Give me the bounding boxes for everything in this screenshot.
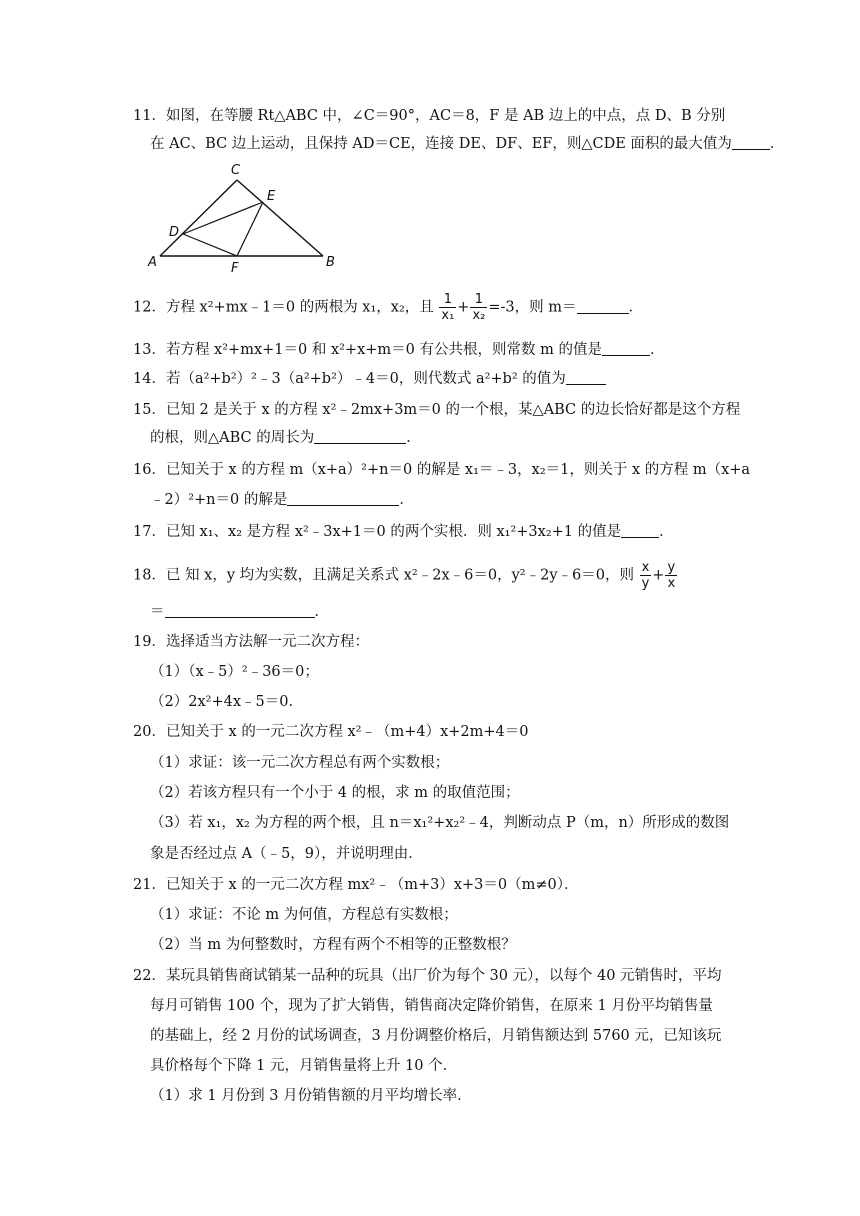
side-cb [237,180,323,256]
question-text: 在 AC、BC 边上运动，且保持 AD＝CE，连接 DE、DF、EF，则△CDE 面积的最大值为 [150,136,732,152]
question-19-part-2: （2）2x²+4x﹣5＝0． [150,694,303,710]
question-text: 若（a²+b²）²﹣3（a²+b²）﹣4＝0，则代数式 a²+b² 的值为 [165,371,566,387]
question-22-line-4: 具价格每个下降 1 元，月销售量将上升 10 个． [150,1058,458,1074]
answer-blank[interactable] [621,523,659,538]
question-text: 已知关于 x 的一元二次方程 x²﹣（m+4）x+2m+4＝0 [165,724,529,740]
punctuation: ． [649,342,665,358]
segment-de [183,202,263,234]
denominator: x₁ [441,308,455,323]
label-a: A [148,255,157,270]
label-f: F [231,261,239,273]
question-14 [133,369,606,389]
question-18-line-1 [133,560,678,591]
label-d: D [169,225,180,240]
question-text: 某玩具销售商试销某一品种的玩具（出厂价为每个 30 元），以每个 40 元销售时，平均 [165,968,722,984]
question-21 [133,875,578,895]
plus-sign: + [652,567,665,584]
question-13 [133,340,664,360]
punctuation: ． [406,430,421,446]
question-19 [133,632,369,652]
numerator: 1 [470,292,487,308]
question-16-line-1 [133,460,750,480]
question-11-line-1 [133,106,725,126]
punctuation: ． [769,136,785,152]
question-number: 14． [133,371,166,387]
side-ac [160,180,237,256]
answer-blank[interactable] [566,370,606,385]
question-text: ﹣2）²+n＝0 的解是 [150,492,288,508]
question-text: 若方程 x²+mx+1＝0 和 x²+x+m＝0 有公共根，则常数 m 的值是 [165,342,602,358]
question-22-line-2: 每月可销售 100 个，现为了扩大销售，销售商决定降价销售，在原来 1 月份平均销售量 [150,998,713,1014]
question-number: 17． [133,524,166,540]
segment-ef [237,202,263,256]
fraction-x-over-y [640,560,652,591]
segment-df [183,234,237,256]
question-text: 已知关于 x 的方程 m（x+a）²+n＝0 的解是 x₁＝﹣3，x₂＝1，则关于 x 的方程 m（x+a [165,462,751,478]
punctuation: ． [659,524,674,540]
answer-blank[interactable] [314,429,406,444]
question-number: 18． [133,567,166,584]
question-number: 12． [133,299,166,316]
punctuation: ． [314,604,329,620]
question-text: 已知 x₁、x₂ 是方程 x²﹣3x+1＝0 的两个实根．则 x₁²+3x₂+1 的值是 [165,524,622,540]
question-text: ＝ [150,604,165,620]
answer-blank[interactable] [165,603,315,618]
question-text: 已知 2 是关于 x 的方程 x²﹣2mx+3m＝0 的一个根，某△ABC 的边长恰好都是这个方程 [165,402,741,418]
punctuation: ． [628,299,643,316]
question-number: 19． [133,634,166,650]
question-21-part-1: （1）求证：不论 m 为何值，方程总有实数根； [150,907,458,923]
question-number: 11． [133,108,166,124]
question-22-part-1: （1）求 1 月份到 3 月份销售额的月平均增长率． [150,1088,472,1104]
question-number: 13． [133,342,166,358]
answer-blank[interactable] [602,341,650,356]
question-text: 如图，在等腰 Rt△ABC 中，∠C＝90°，AC＝8，F 是 AB 边上的中点，点 D、B 分别 [165,108,726,124]
question-20 [133,722,528,742]
question-20-part-2: （2）若该方程只有一个小于 4 的根，求 m 的取值范围； [150,785,520,801]
question-text: 的根，则△ABC 的周长为 [150,430,315,446]
question-15-line-2 [150,428,421,448]
fraction-y-over-x [665,560,677,591]
plus-sign: + [457,299,470,316]
question-12 [133,292,643,323]
numerator: x [641,560,650,575]
question-20-part-1: （1）求证：该一元二次方程总有两个实数根； [150,755,450,771]
question-21-part-2: （2）当 m 为何整数时，方程有两个不相等的正整数根？ [150,937,516,953]
label-c: C [231,163,241,178]
question-22-line-1 [133,966,722,986]
question-text: 已 知 x，y 均为实数，且满足关系式 x²﹣2x﹣6＝0，y²﹣2y﹣6＝0，则 [165,567,634,584]
numerator: 1 [439,292,456,308]
question-22-line-3: 的基础上，经 2 月份的试场调查，3 月份调整价格后，月销售额达到 5760 元，已知该玩 [150,1028,722,1044]
question-text: 方程 x²+mx﹣1＝0 的两根为 x₁，x₂，且 [165,299,434,316]
question-text: =-3，则 m＝ [488,299,577,316]
question-15-line-1 [133,400,740,420]
question-11-line-2 [150,134,784,154]
question-number: 16． [133,462,166,478]
question-20-part-3-line-1: （3）若 x₁，x₂ 为方程的两个根，且 n＝x₁²+x₂²﹣4，判断动点 P（m，n）所形成的数图 [150,815,730,831]
question-text: 已知关于 x 的一元二次方程 mx²﹣（m+3）x+3＝0（m≠0）． [165,877,579,893]
triangle-figure [145,158,345,273]
question-20-part-3-line-2: 象是否经过点 A（﹣5，9），并说明理由． [150,846,423,862]
label-e: E [267,189,276,204]
question-19-part-1: （1）（x﹣5）²﹣36＝0； [150,664,319,680]
question-number: 22． [133,968,166,984]
denominator: x [667,576,676,591]
answer-blank[interactable] [732,135,770,150]
fraction-1-over-x2 [470,292,487,323]
question-number: 21． [133,877,166,893]
numerator: y [667,560,676,575]
denominator: y [641,576,650,591]
question-18-line-2 [150,602,329,622]
answer-blank[interactable] [287,491,399,506]
denominator: x₂ [472,308,486,323]
punctuation: ． [399,492,414,508]
label-b: B [326,255,335,270]
fraction-1-over-x1 [439,292,456,323]
question-number: 15． [133,402,166,418]
question-16-line-2 [150,490,414,510]
question-number: 20． [133,724,166,740]
question-text: 选择适当方法解一元二次方程： [165,634,369,650]
answer-blank[interactable] [577,299,629,314]
question-17 [133,522,674,542]
